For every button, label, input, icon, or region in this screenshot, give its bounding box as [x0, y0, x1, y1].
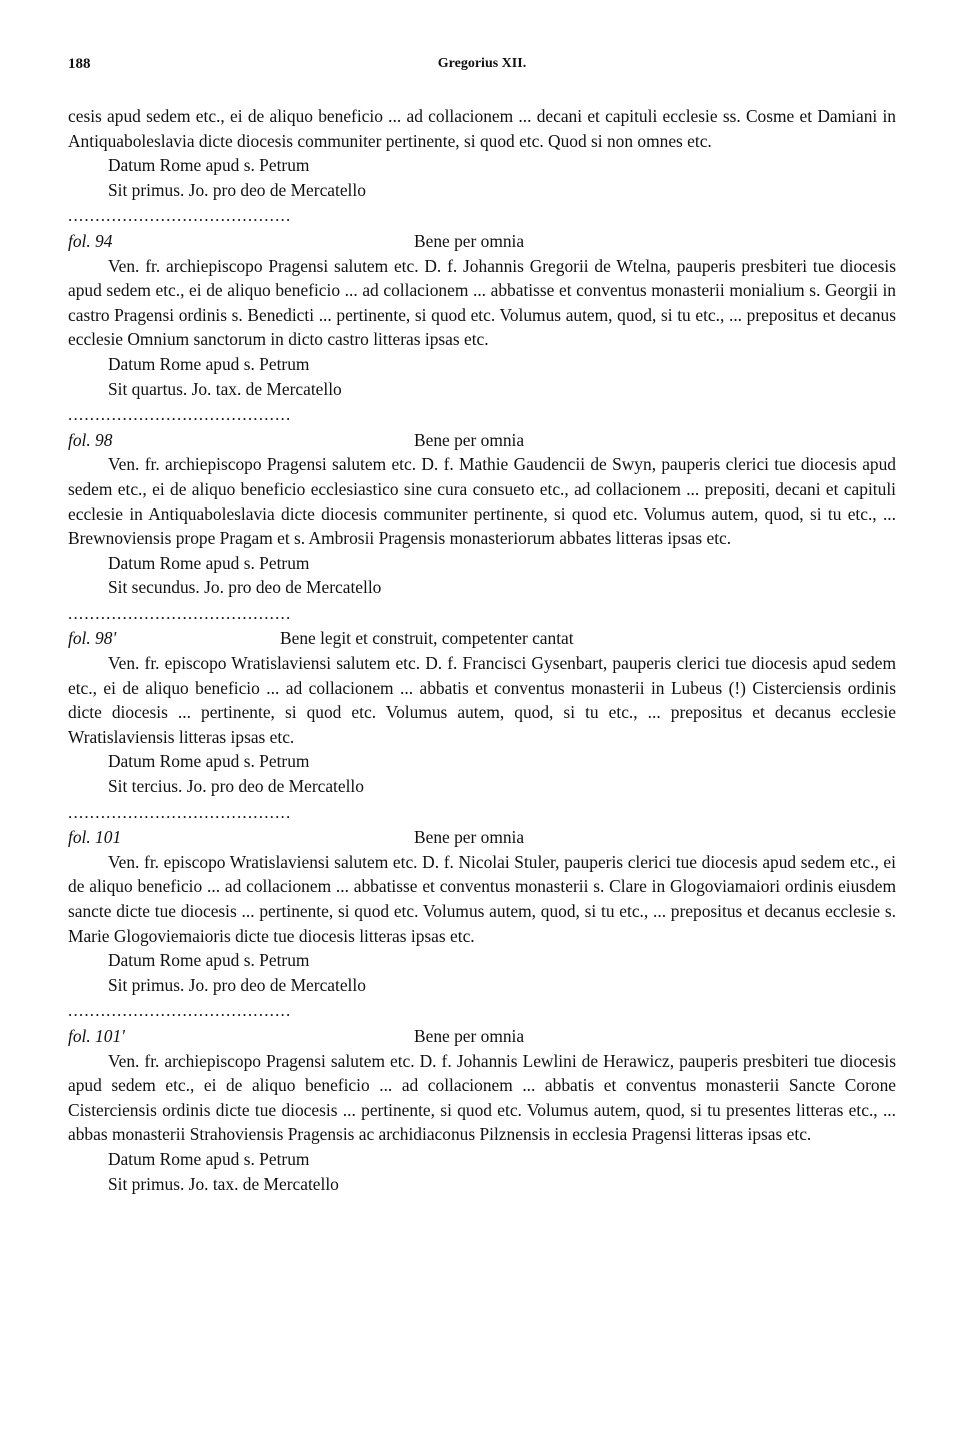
entry-datum: Datum Rome apud s. Petrum — [108, 751, 310, 772]
folio-label: fol. 101' — [68, 1025, 125, 1046]
separator: ......................................... — [68, 603, 292, 623]
running-title: Gregorius XII. — [437, 56, 527, 71]
entry-body: Ven. fr. episcopo Wratislaviensi salutem etc. D. f. Nicolai Stuler, pauperis clerici tue diocesis apud sedem etc., ei de aliquo beneficio ... ad collacionem ... abbatisse et conventus monasterii s. Clare in Glogoviamaiori ordinis eiusdem sancte dicte tue diocesis ... pertinente, si quod etc. Volumus autem, quod, si tu etc., ... prepositus et decanus ecclesie s. Marie Glogoviemaioris dicte tue diocesis litteras ipsas etc. — [68, 851, 896, 946]
folio-label: fol. 98 — [68, 429, 113, 450]
entry-datum: Datum Rome apud s. Petrum — [108, 1148, 310, 1169]
entry-fol-98 — [68, 428, 896, 600]
entry-datum: Datum Rome apud s. Petrum — [108, 552, 310, 573]
folio-label: fol. 101 — [68, 827, 122, 848]
entry-body: Ven. fr. archiepiscopo Pragensi salutem etc. D. f. Mathie Gaudencii de Swyn, pauperis clerici tue diocesis apud sedem etc., ei de aliquo beneficio ecclesiastico sine cura consueto etc., ad collacionem ... prepositi, decani et capituli ecclesie in Antiquaboleslavia dicte diocesis communiter pertinente, si quod etc. Volumus autem, quod, si tu etc., ... Brewnoviensis prope Pragam et s. Ambrosii Pragensis monasteriorum abbates litteras ipsas etc. — [68, 454, 896, 549]
intro-entry — [68, 104, 896, 202]
entry-sit: Sit secundus. Jo. pro deo de Mercatello — [108, 577, 382, 598]
entry-sit: Sit primus. Jo. pro deo de Mercatello — [108, 974, 366, 995]
rubric: Bene legit et construit, competenter cantat — [280, 628, 574, 649]
entry-sit: Sit primus. Jo. tax. de Mercatello — [108, 1173, 339, 1194]
rubric: Bene per omnia — [414, 1025, 525, 1046]
entry-fol-94 — [68, 229, 896, 401]
separator: ......................................... — [68, 206, 292, 226]
document-page — [68, 56, 896, 1196]
intro-datum: Datum Rome apud s. Petrum — [108, 155, 310, 176]
page-number: 188 — [68, 56, 91, 72]
intro-sit: Sit primus. Jo. pro deo de Mercatello — [108, 179, 366, 200]
entry-datum: Datum Rome apud s. Petrum — [108, 353, 310, 374]
entry-body: Ven. fr. archiepiscopo Pragensi salutem etc. D. f. Johannis Lewlini de Herawicz, pauperis presbiteri tue diocesis apud sedem etc., ei de aliquo beneficio ... ad collacionem ... abbatis et conventus monasterii Sancte Corone Cisterciensis ordinis dicte tue diocesis ... pertinente, si quod etc. Volumus autem, quod, si tu presentes litteras etc., ... abbas monasterii Strahoviensis Pragensis ac archidiaconus Pilznensis in ecclesia Pragensi litteras ipsas etc. — [68, 1050, 896, 1145]
separator: ......................................... — [68, 802, 292, 822]
entry-sit: Sit quartus. Jo. tax. de Mercatello — [108, 378, 342, 399]
running-head — [68, 56, 896, 82]
folio-label: fol. 98' — [68, 628, 117, 649]
entry-fol-101 — [68, 825, 896, 997]
rubric: Bene per omnia — [414, 827, 525, 848]
folio-label: fol. 94 — [68, 230, 113, 251]
entry-datum: Datum Rome apud s. Petrum — [108, 950, 310, 971]
separator: ......................................... — [68, 405, 292, 425]
entry-body: Ven. fr. episcopo Wratislaviensi salutem etc. D. f. Francisci Gysenbart, pauperis clerici tue diocesis apud sedem etc., ei de aliquo beneficio ... ad collacionem ... abbatis et conventus monasterii in Lubeus (!) Cisterciensis ordinis dicte diocesis ... pertinente, si quod etc. Volumus autem, quod, si tu etc., ... prepositus et decanus ecclesie Wratislaviensis litteras ipsas etc. — [68, 653, 896, 747]
intro-text: cesis apud sedem etc., ei de aliquo beneficio ... ad collacionem ... decani et capituli ecclesie ss. Cosme et Damiani in Antiquaboleslavia dicte diocesis communiter pertinente, si quod etc. Quod si non omnes etc. — [68, 106, 896, 151]
separator: ......................................... — [68, 1001, 292, 1021]
entry-fol-98v — [68, 626, 896, 798]
entry-sit: Sit tercius. Jo. pro deo de Mercatello — [108, 776, 364, 797]
entry-fol-101v — [68, 1024, 896, 1196]
rubric: Bene per omnia — [414, 429, 525, 450]
entry-body: Ven. fr. archiepiscopo Pragensi salutem etc. D. f. Johannis Gregorii de Wtelna, pauperis presbiteri tue diocesis apud sedem etc., ei de aliquo beneficio ... ad collacionem ... abbatisse et conventus monasterii monialium s. Georgii in castro Pragensi ordinis s. Benedicti ... pertinente, si quod etc. Volumus autem, quod, si tu etc., ... prepositus et decanus ecclesie Omnium sanctorum in dicto castro litteras ipsas etc. — [68, 255, 896, 350]
rubric: Bene per omnia — [414, 230, 525, 251]
